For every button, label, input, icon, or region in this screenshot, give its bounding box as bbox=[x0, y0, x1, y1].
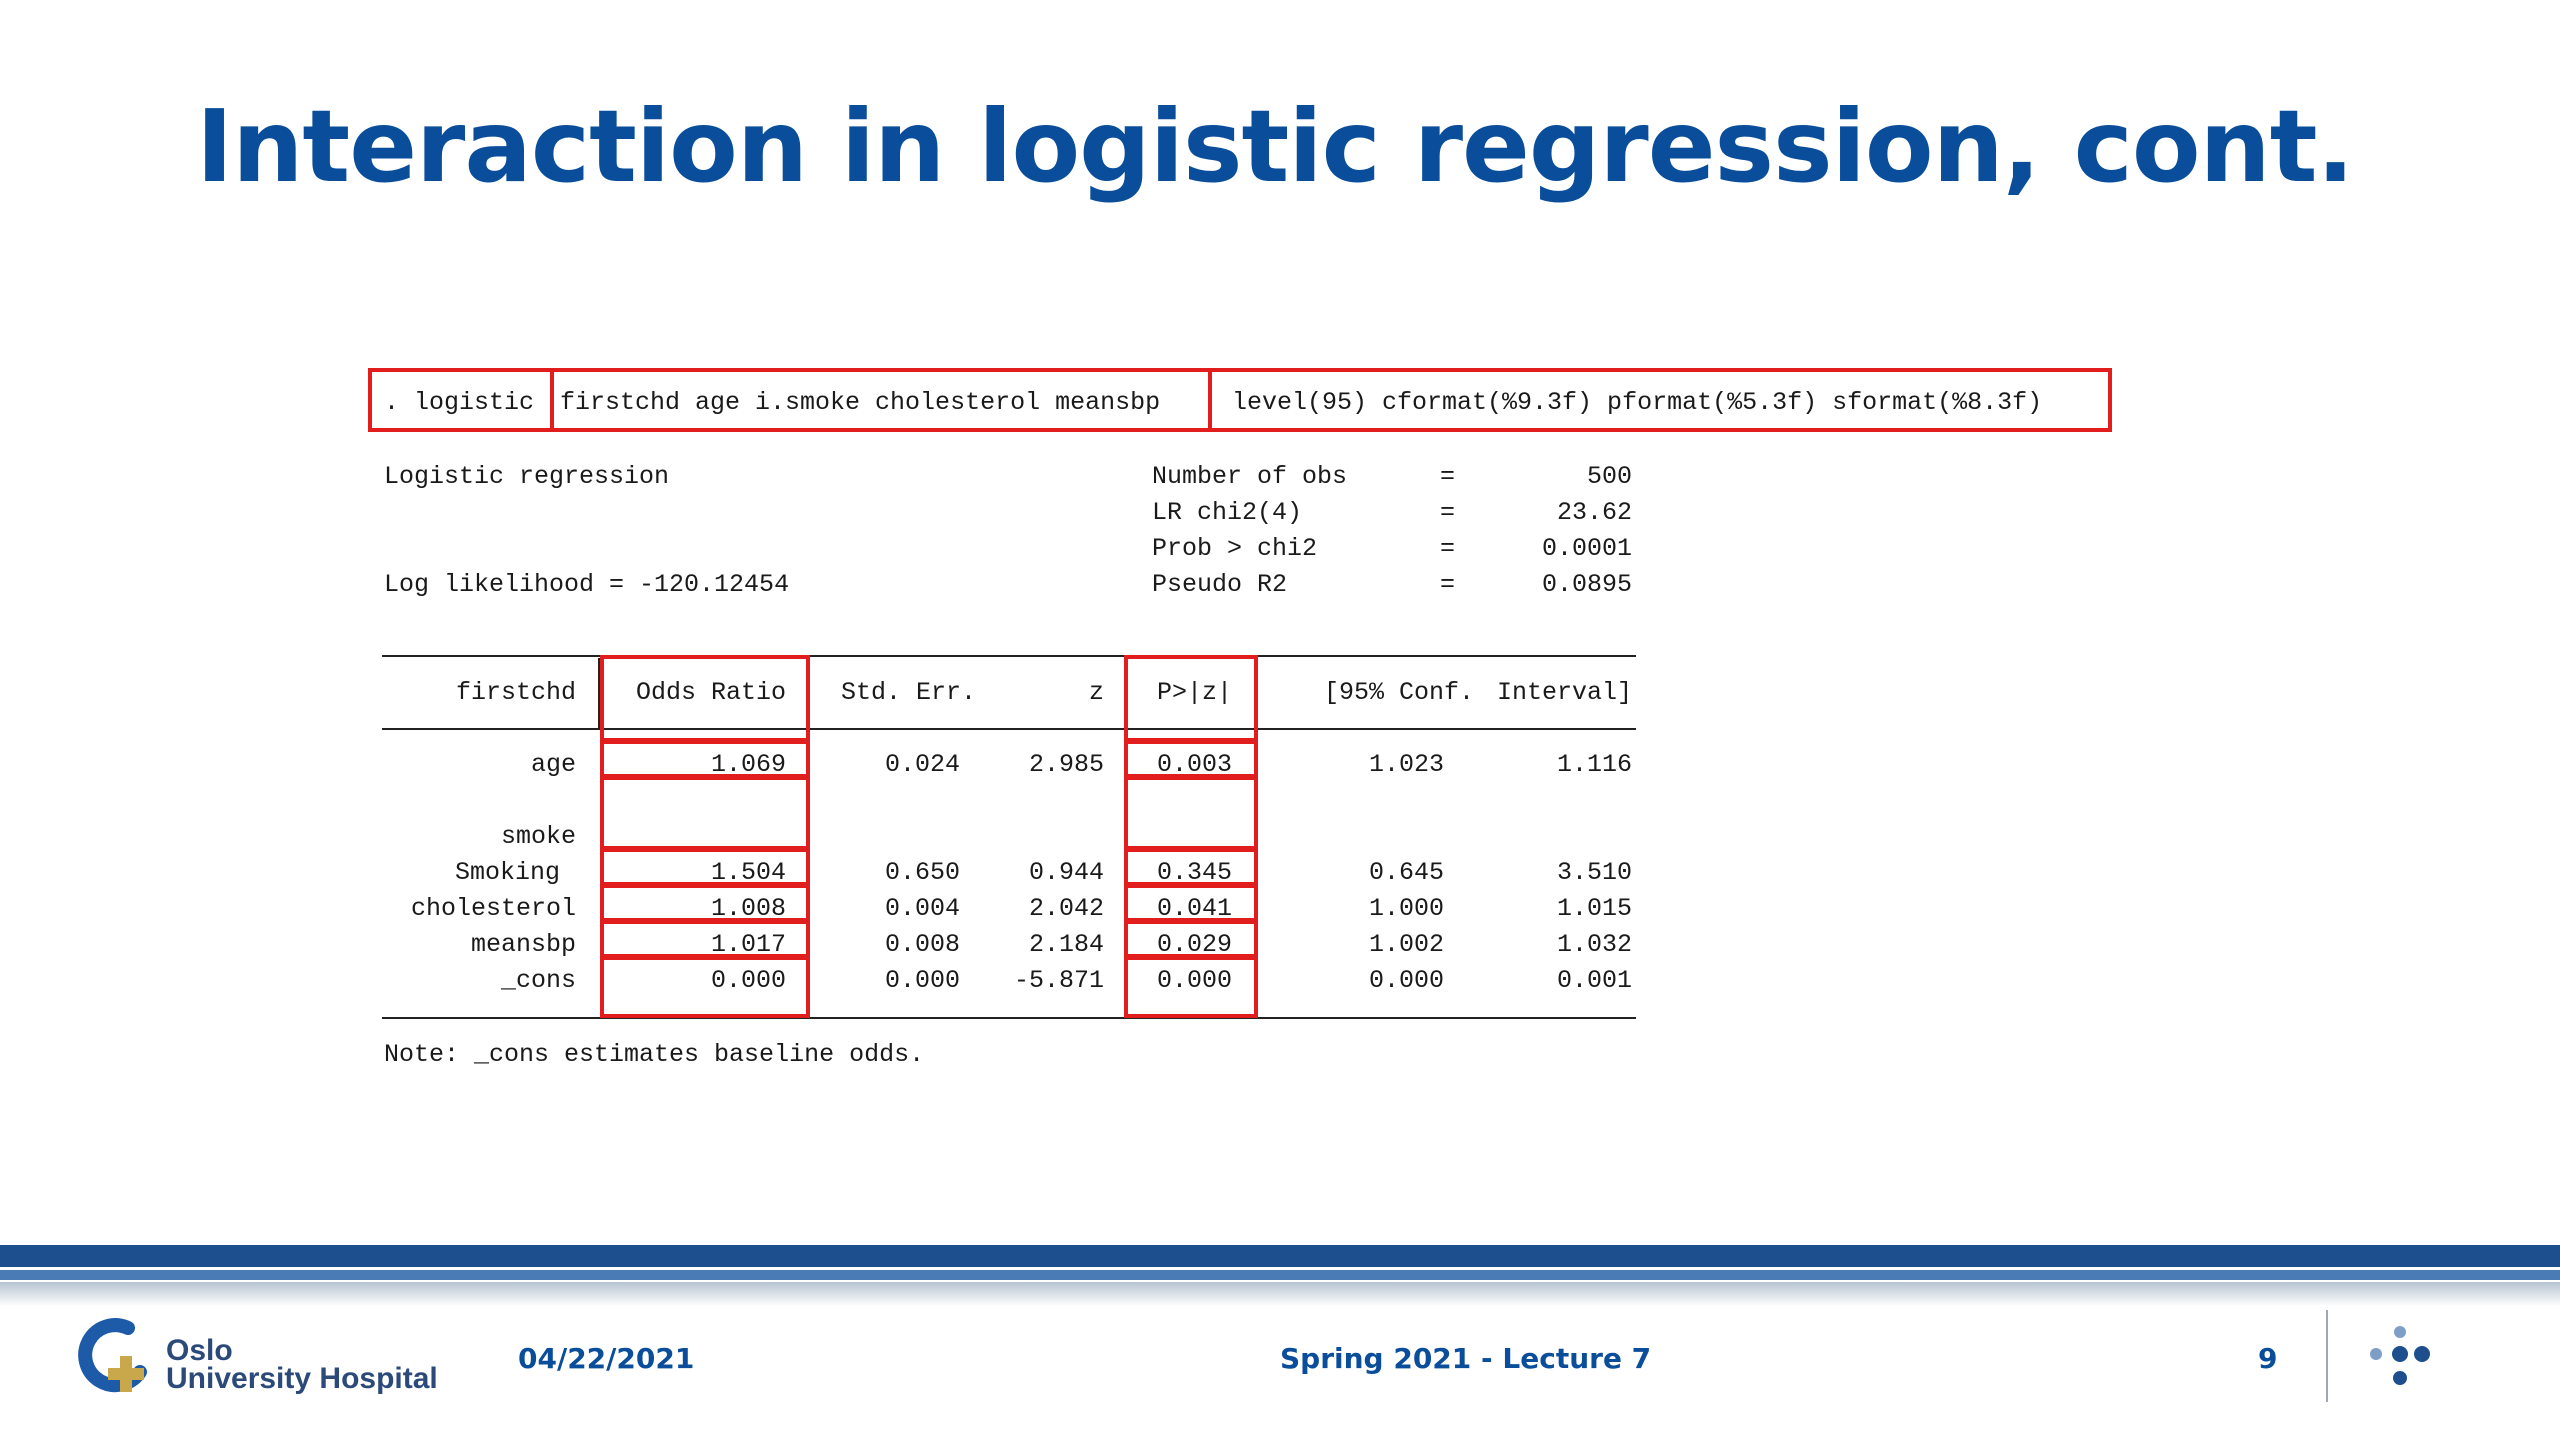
footer-course: Spring 2021 - Lecture 7 bbox=[1280, 1342, 1652, 1375]
cell-z: 2.042 bbox=[1028, 894, 1104, 923]
row-name: age bbox=[530, 750, 576, 779]
table-note: Note: _cons estimates baseline odds. bbox=[384, 1040, 925, 1069]
highlight-or-age bbox=[600, 740, 810, 778]
header-z: z bbox=[1088, 678, 1104, 707]
cell-p-value: 0.003 bbox=[1156, 750, 1232, 779]
header-odds-ratio: Odds Ratio bbox=[635, 678, 786, 707]
cell-std-err: 0.008 bbox=[884, 930, 960, 959]
header-firstchd: firstchd bbox=[455, 678, 576, 707]
page-number: 9 bbox=[2258, 1342, 2278, 1375]
cell-z: 0.944 bbox=[1028, 858, 1104, 887]
cell-std-err: 0.004 bbox=[884, 894, 960, 923]
header-p-value: P>|z| bbox=[1156, 678, 1232, 707]
logo-line2: University Hospital bbox=[166, 1362, 438, 1395]
row-name: _cons bbox=[500, 966, 576, 995]
stat-value: 23.62 bbox=[1556, 498, 1632, 527]
row-name: meansbp bbox=[470, 930, 576, 959]
logo-line1: Oslo bbox=[166, 1334, 233, 1367]
cell-p-value: 0.041 bbox=[1156, 894, 1232, 923]
hospital-logo-icon bbox=[76, 1318, 156, 1398]
footer-band bbox=[0, 1245, 2560, 1267]
header-conf-high: Interval] bbox=[1496, 678, 1632, 707]
footer-separator bbox=[2326, 1310, 2328, 1402]
stat-label: LR chi2(4) bbox=[1152, 498, 1303, 527]
row-name: Smoking bbox=[454, 858, 560, 887]
cell-conf-high: 0.001 bbox=[1556, 966, 1632, 995]
highlight-p-smoking bbox=[1124, 848, 1258, 886]
cell-conf-low: 1.000 bbox=[1368, 894, 1444, 923]
cell-conf-low: 1.002 bbox=[1368, 930, 1444, 959]
table-bottom-rule bbox=[382, 1017, 1636, 1019]
cell-p-value: 0.345 bbox=[1156, 858, 1232, 887]
stat-value: 500 bbox=[1586, 462, 1632, 491]
stat-eq: = bbox=[1440, 498, 1456, 527]
cell-conf-low: 1.023 bbox=[1368, 750, 1444, 779]
cell-z: -5.871 bbox=[1013, 966, 1104, 995]
footer-band-light bbox=[0, 1270, 2560, 1280]
highlight-p-header bbox=[1124, 655, 1258, 742]
model-name: Logistic regression bbox=[384, 462, 670, 491]
cell-odds-ratio: 1.017 bbox=[710, 930, 786, 959]
highlight-p-cholesterol bbox=[1124, 884, 1258, 922]
stat-eq: = bbox=[1440, 534, 1456, 563]
cell-std-err: 0.024 bbox=[884, 750, 960, 779]
cell-p-value: 0.029 bbox=[1156, 930, 1232, 959]
cell-z: 2.985 bbox=[1028, 750, 1104, 779]
log-likelihood: Log likelihood = -120.12454 bbox=[384, 570, 790, 599]
stat-eq: = bbox=[1440, 462, 1456, 491]
cell-conf-high: 1.015 bbox=[1556, 894, 1632, 923]
stat-label: Number of obs bbox=[1152, 462, 1348, 491]
cell-conf-high: 1.032 bbox=[1556, 930, 1632, 959]
highlight-or-meansbp bbox=[600, 920, 810, 958]
cell-conf-low: 0.000 bbox=[1368, 966, 1444, 995]
command-prefix: . logistic bbox=[384, 388, 535, 417]
footer-band-fade bbox=[0, 1282, 2560, 1306]
highlight-or-header bbox=[600, 655, 810, 742]
table-top-rule bbox=[382, 655, 1636, 657]
stat-label: Pseudo R2 bbox=[1152, 570, 1288, 599]
highlight-p-cons bbox=[1124, 956, 1258, 1018]
highlight-or-cons bbox=[600, 956, 810, 1018]
table-header-rule bbox=[382, 728, 1636, 730]
header-conf-low: [95% Conf. bbox=[1323, 678, 1474, 707]
footer-date: 04/22/2021 bbox=[518, 1342, 695, 1375]
cell-conf-high: 1.116 bbox=[1556, 750, 1632, 779]
command-options: level(95) cformat(%9.3f) pformat(%5.3f) sformat(%8.3f) bbox=[1232, 388, 2043, 417]
header-std-err: Std. Err. bbox=[840, 678, 976, 707]
highlight-or-cholesterol bbox=[600, 884, 810, 922]
cell-z: 2.184 bbox=[1028, 930, 1104, 959]
highlight-p-smoke bbox=[1124, 776, 1258, 850]
stat-eq: = bbox=[1440, 570, 1456, 599]
stat-value: 0.0001 bbox=[1541, 534, 1632, 563]
dots-logo-icon bbox=[2364, 1324, 2434, 1388]
cell-conf-low: 0.645 bbox=[1368, 858, 1444, 887]
cell-p-value: 0.000 bbox=[1156, 966, 1232, 995]
highlight-p-age bbox=[1124, 740, 1258, 778]
cell-odds-ratio: 0.000 bbox=[710, 966, 786, 995]
highlight-p-meansbp bbox=[1124, 920, 1258, 958]
cell-std-err: 0.650 bbox=[884, 858, 960, 887]
cell-odds-ratio: 1.008 bbox=[710, 894, 786, 923]
cell-conf-high: 3.510 bbox=[1556, 858, 1632, 887]
highlight-or-smoke bbox=[600, 776, 810, 850]
row-name: smoke bbox=[500, 822, 576, 851]
highlight-or-smoking bbox=[600, 848, 810, 886]
stat-value: 0.0895 bbox=[1541, 570, 1632, 599]
cell-odds-ratio: 1.504 bbox=[710, 858, 786, 887]
cell-odds-ratio: 1.069 bbox=[710, 750, 786, 779]
command-vars: firstchd age i.smoke cholesterol meansbp bbox=[560, 388, 1161, 417]
row-name: cholesterol bbox=[410, 894, 576, 923]
stat-label: Prob > chi2 bbox=[1152, 534, 1318, 563]
slide-title: Interaction in logistic regression, cont. bbox=[196, 88, 2354, 205]
cell-std-err: 0.000 bbox=[884, 966, 960, 995]
highlight-command-full bbox=[368, 368, 2112, 432]
